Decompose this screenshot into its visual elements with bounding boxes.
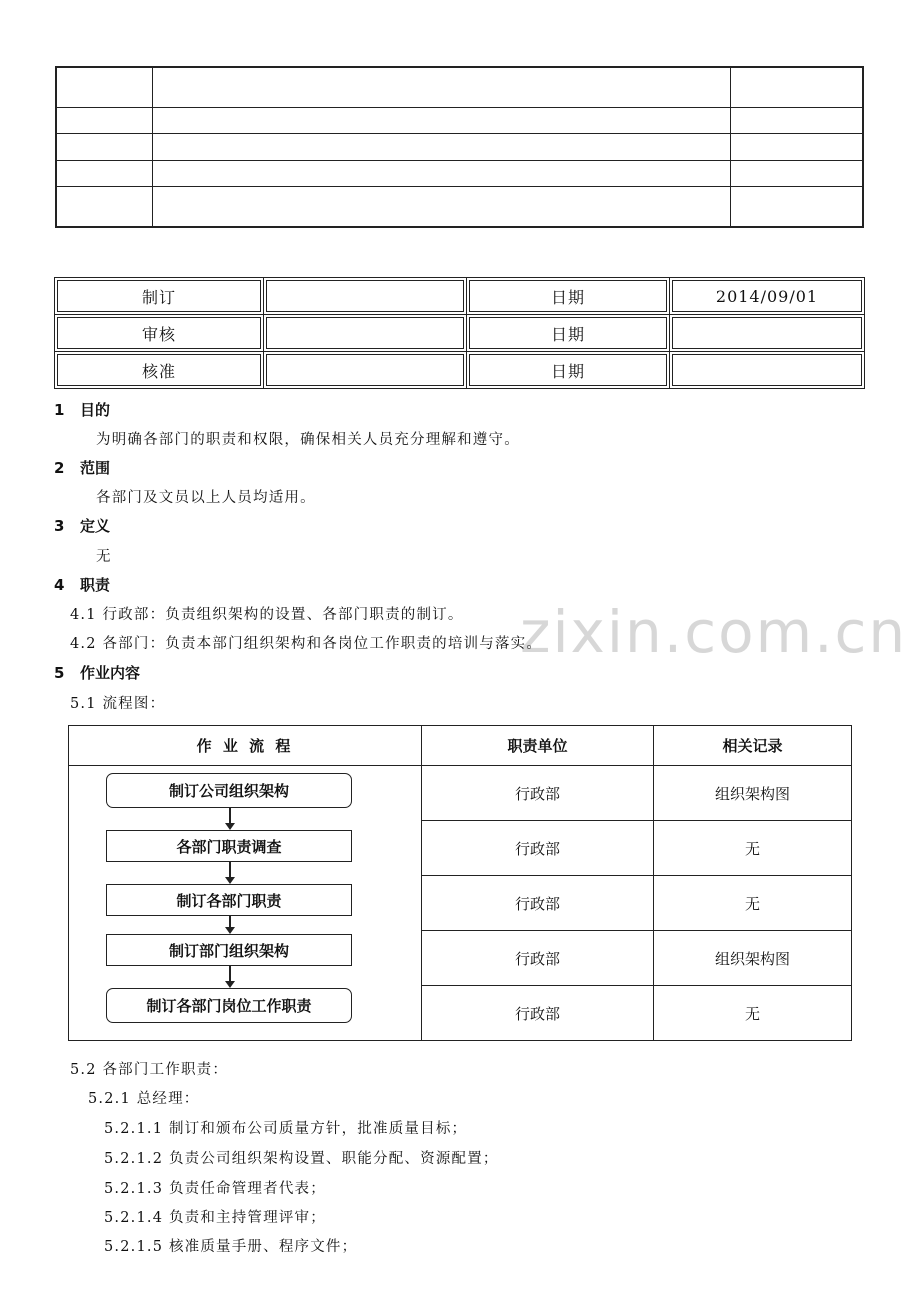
date-value: 2014/09/01 <box>670 278 865 315</box>
table-cell <box>731 187 864 227</box>
subsection-title: 5.2 各部门工作职责： <box>70 1062 229 1078</box>
flow-step-end: 制订各部门岗位工作职责 <box>106 988 352 1023</box>
unit-cell: 行政部 <box>422 821 654 876</box>
table-cell <box>56 134 153 161</box>
date-value <box>670 352 865 389</box>
table-cell <box>153 107 731 134</box>
flow-step: 制订部门组织架构 <box>106 934 352 966</box>
revision-table <box>55 66 864 228</box>
section-number: 5 <box>54 664 65 682</box>
table-cell <box>731 67 864 107</box>
section-heading-work <box>54 662 140 683</box>
arrow-down-icon <box>229 916 231 932</box>
arrow-down-icon <box>229 966 231 986</box>
list-item: 5.2.1.3 负责任命管理者代表； <box>104 1181 326 1197</box>
table-cell <box>731 134 864 161</box>
unit-cell: 行政部 <box>422 876 654 931</box>
section-title: 定义 <box>80 517 111 535</box>
list-item: 5.2.1.1 制订和颁布公司质量方针，批准质量目标； <box>104 1121 468 1137</box>
signoff-label: 制订 <box>55 278 264 315</box>
table-cell <box>731 107 864 134</box>
record-cell: 无 <box>654 876 852 931</box>
table-cell <box>153 134 731 161</box>
section-heading-definition <box>54 515 110 536</box>
list-item: 5.2.1.4 负责和主持管理评审； <box>104 1210 326 1226</box>
table-cell <box>56 187 153 227</box>
table-row <box>55 315 865 352</box>
signoff-value <box>264 278 467 315</box>
section-body: 为明确各部门的职责和权限，确保相关人员充分理解和遵守。 <box>96 432 520 448</box>
section-number: 1 <box>54 401 65 419</box>
table-row <box>56 107 863 134</box>
section-title: 作业内容 <box>80 664 141 682</box>
signoff-table <box>54 277 865 389</box>
arrow-down-icon <box>229 808 231 828</box>
signoff-label: 审核 <box>55 315 264 352</box>
section-number: 4 <box>54 576 65 594</box>
flow-step-start: 制订公司组织架构 <box>106 773 352 808</box>
flow-step: 制订各部门职责 <box>106 884 352 916</box>
date-label: 日期 <box>467 315 670 352</box>
record-cell: 无 <box>654 986 852 1041</box>
header-record: 相关记录 <box>654 726 852 766</box>
section-title: 目的 <box>80 401 111 419</box>
section-heading-scope <box>54 457 110 478</box>
signoff-value <box>264 315 467 352</box>
section-body: 各部门及文员以上人员均适用。 <box>96 490 316 506</box>
table-row <box>55 278 865 315</box>
table-row <box>56 134 863 161</box>
section-title: 职责 <box>80 576 111 594</box>
table-row <box>55 352 865 389</box>
arrow-down-icon <box>229 862 231 882</box>
signoff-value <box>264 352 467 389</box>
table-cell <box>56 67 153 107</box>
table-row <box>56 187 863 227</box>
table-row <box>56 160 863 187</box>
record-cell: 组织架构图 <box>654 766 852 821</box>
table-cell <box>153 160 731 187</box>
section-number: 2 <box>54 459 65 477</box>
table-row <box>56 67 863 107</box>
list-item: 5.2.1.2 负责公司组织架构设置、职能分配、资源配置； <box>104 1151 499 1167</box>
list-item: 5.2.1.5 核准质量手册、程序文件； <box>104 1239 358 1255</box>
date-label: 日期 <box>467 278 670 315</box>
section-number: 3 <box>54 517 65 535</box>
unit-cell: 行政部 <box>422 986 654 1041</box>
section-body: 无 <box>96 549 112 565</box>
date-label: 日期 <box>467 352 670 389</box>
flow-step: 各部门职责调查 <box>106 830 352 862</box>
table-cell <box>56 160 153 187</box>
table-cell <box>56 107 153 134</box>
table-cell <box>153 67 731 107</box>
subsection-title: 5.2.1 总经理： <box>88 1091 200 1107</box>
header-unit: 职责单位 <box>422 726 654 766</box>
table-cell <box>153 187 731 227</box>
section-title: 范围 <box>80 459 111 477</box>
table-header-row <box>69 726 852 766</box>
unit-cell: 行政部 <box>422 931 654 986</box>
signoff-label: 核准 <box>55 352 264 389</box>
date-value <box>670 315 865 352</box>
table-cell <box>731 160 864 187</box>
section-heading-responsibility <box>54 574 110 595</box>
list-item: 4.1 行政部：负责组织架构的设置、各部门职责的制订。 <box>70 607 464 623</box>
record-cell: 无 <box>654 821 852 876</box>
subsection-title: 5.1 流程图： <box>70 696 166 712</box>
list-item: 4.2 各部门：负责本部门组织架构和各岗位工作职责的培训与落实。 <box>70 636 543 652</box>
header-process: 作 业 流 程 <box>69 726 422 766</box>
section-heading-purpose <box>54 399 110 420</box>
record-cell: 组织架构图 <box>654 931 852 986</box>
unit-cell: 行政部 <box>422 766 654 821</box>
watermark: zixin.com.cn <box>520 598 908 666</box>
